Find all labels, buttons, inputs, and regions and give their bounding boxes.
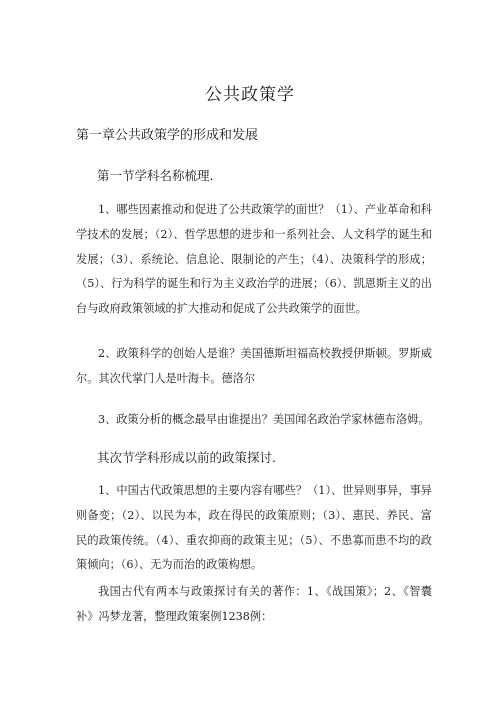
page-title: 公共政策学 (205, 85, 295, 105)
paragraph-2: 2、政策科学的创始人是谁？美国德斯坦福高校教授伊斯顿。罗斯威尔。其次代掌门人是叶海卡。德洛尔 (76, 347, 432, 385)
section-heading-2: 其次节学科形成以前的政策探讨. (97, 450, 276, 465)
chapter-heading: 第一章公共政策学的形成和发展 (76, 128, 259, 143)
paragraph-4: 1、中国古代政策思想的主要内容有哪些？（1）、世异则事异，事异则备变；（2）、以民为本，政在得民的政策原则；（3）、惠民、养民、富民的政策传统。（4）、重农抑商的政策主见；（5）、不患寡而患不均的政策倾向；（6）、无为而治的政策构想。 (76, 484, 432, 572)
paragraph-5: 我国古代有两本与政策探讨有关的著作：1、《战国策》；2、《智囊补》冯梦龙著，整理政策案例1238例： (76, 585, 432, 623)
section-heading-1: 第一节学科名称梳理. (97, 168, 214, 183)
paragraph-1: 1、哪些因素推动和促进了公共政策学的面世？（1）、产业革命和科学技术的发展；（2）、哲学思想的进步和一系列社会、人文科学的诞生和发展；（3）、系统论、信息论、限制论的产生；（4）、决策科学的形成；（5）、行为科学的诞生和行为主义政治学的进展；（6）、凯恩斯主义的出台与政府政策领域的扩大推动和促成了公共政策学的面世。 (76, 203, 432, 316)
paragraph-3: 3、政策分析的概念最早由谁提出？美国闻名政治学家林德布洛姆。 (98, 413, 430, 426)
